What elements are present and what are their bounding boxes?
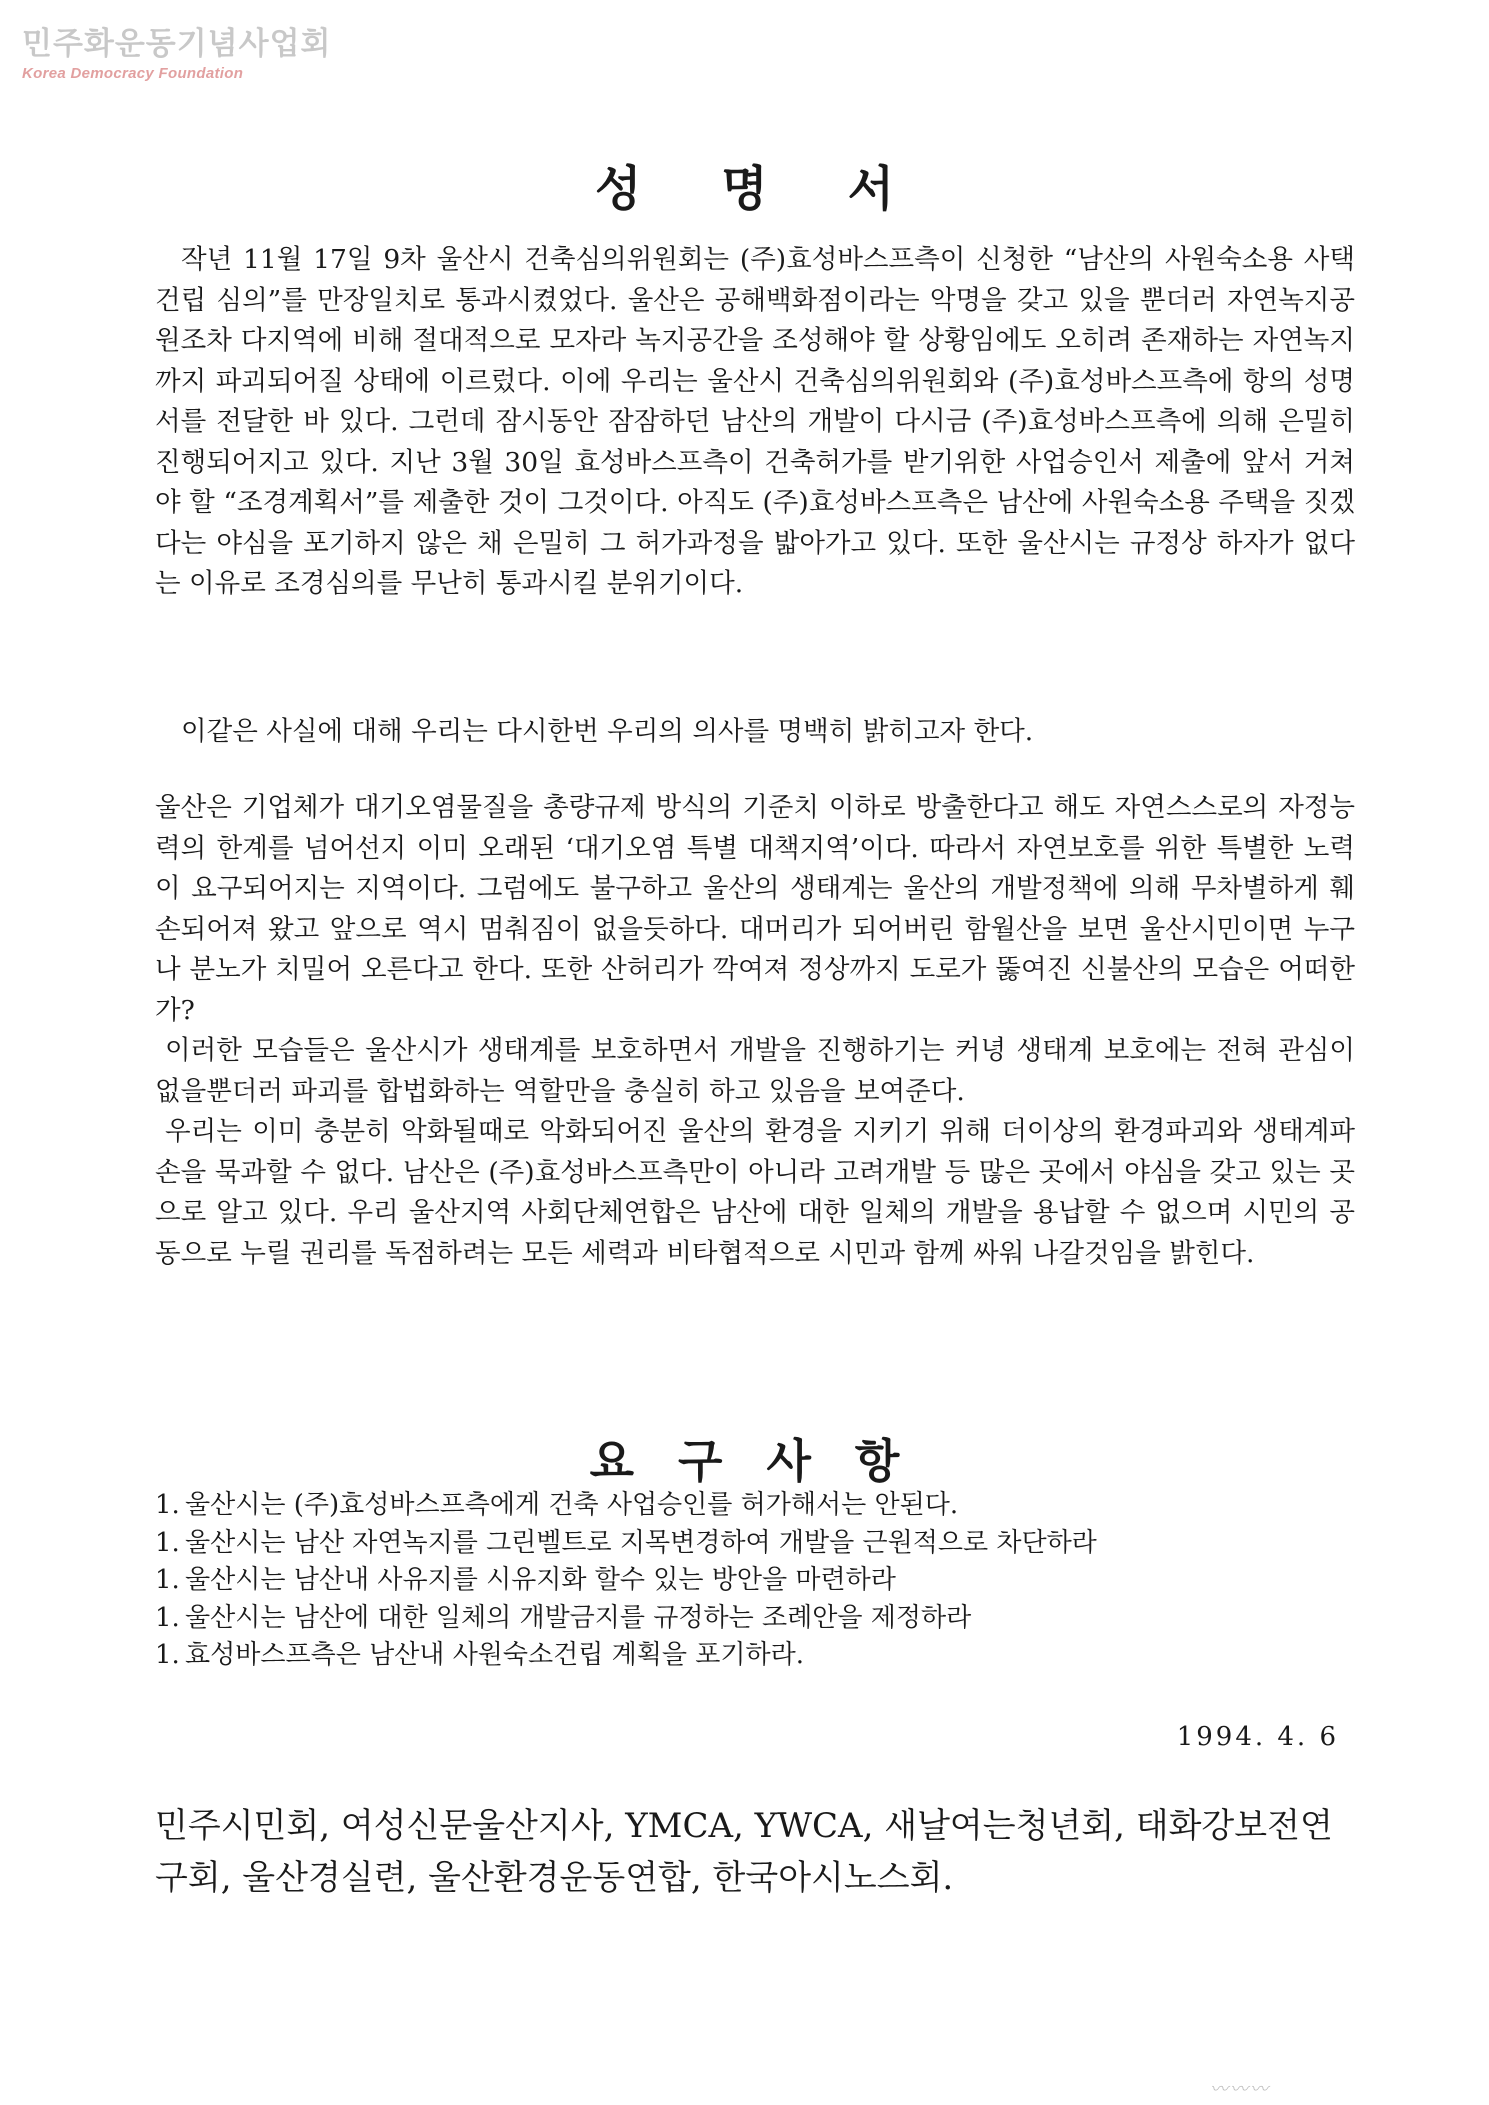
document-title: 성명서 [594, 161, 975, 217]
demand-number: 1. [155, 1602, 180, 1633]
argument-paragraph-block [155, 788, 1355, 1274]
paragraph-pollution: 울산은 기업체가 대기오염물질을 총량규제 방식의 기준치 이하로 방출한다고 해도 자연스스로의 자정능력의 한계를 넘어선지 이미 오래된 ‘대기오염 특별 대책지역’이다. 따라서 자연보호를 위한 특별한 노력이 요구되어지는 지역이다. 그럼에도 불구하고 울산의 생태계는 울산의 개발정책에 의해 무차별하게 훼손되어져 왔고 앞으로 역시 멈춰짐이 없을듯하다. 대머리가 되어버린 함월산을 보면 울산시민이면 누구나 분노가 치밀어 오른다고 한다. 또한 산허리가 깍여져 정상까지 도로가 뚫여진 신불산의 모습은 어떠한가? [155, 792, 1355, 1026]
demand-number: 1. [155, 1490, 180, 1520]
intro-paragraph-block [155, 240, 1355, 605]
demand-text: 효성바스프측은 남산내 사원숙소건립 계획을 포기하라. [185, 1640, 804, 1670]
demand-number: 1. [155, 1640, 180, 1670]
foundation-watermark [22, 18, 331, 82]
demand-text: 울산시는 (주)효성바스프측에게 건축 사업승인를 허가해서는 안된다. [185, 1490, 959, 1520]
demands-list [155, 1487, 1355, 1675]
paragraph-statement: 이같은 사실에 대해 우리는 다시한번 우리의 의사를 명백히 밝히고자 한다. [181, 716, 1034, 747]
document-date: 1994. 4. 6 [1176, 1722, 1339, 1752]
handwritten-mark: 〰〰〰 [1210, 2079, 1270, 2100]
watermark-korean: 민주화운동기념사업회 [22, 26, 332, 62]
demands-title: 요구사항 [589, 1434, 944, 1488]
demand-item [155, 1525, 1355, 1563]
demand-item [155, 1487, 1355, 1525]
demand-text: 울산시는 남산에 대한 일체의 개발금지를 규정하는 조례안을 제정하라 [185, 1602, 972, 1633]
watermark-english: Korea Democracy Foundation [22, 65, 244, 82]
paragraph-resolution: 우리는 이미 충분히 악화될때로 악화되어진 울산의 환경을 지키기 위해 더이상의 환경파괴와 생태계파손을 묵과할 수 없다. 남산은 (주)효성바스프측만이 아니라 고려개발 등 많은 곳에서 야심을 갖고 있는 곳으로 알고 있다. 우리 울산지역 사회단체연합은 남산에 대한 일체의 개발을 용납할 수 없으며 시민의 공동으로 누릴 권리를 독점하려는 모든 세력과 비타협적으로 시민과 함께 싸워 나갈것임을 밝힌다. [155, 1116, 1355, 1269]
demand-item [155, 1637, 1355, 1675]
signatory-organizations: 민주시민회, 여성신문울산지사, YMCA, YWCA, 새날여는청년회, 태화강보전연구회, 울산경실련, 울산환경운동연합, 한국아시노스회. [155, 1806, 1333, 1898]
demand-text: 울산시는 남산내 사유지를 시유지화 할수 있는 방안을 마련하라 [185, 1565, 896, 1595]
paragraph-ecosystem: 이러한 모습들은 울산시가 생태계를 보호하면서 개발을 진행하기는 커녕 생태계 보호에는 전혀 관심이 없을뿐더러 파괴를 합법화하는 역할만을 충실히 하고 있음을 보여준다. [155, 1035, 1355, 1107]
paragraph-intro: 작년 11월 17일 9차 울산시 건축심의위원회는 (주)효성바스프측이 신청한 “남산의 사원숙소용 사택건립 심의”를 만장일치로 통과시켰었다. 울산은 공해백화점이라는 악명을 갖고 있을 뿐더러 자연녹지공원조차 다지역에 비해 절대적으로 모자라 녹지공간을 조성해야 할 상황임에도 오히려 존재하는 자연녹지까지 파괴되어질 상태에 이르렀다. 이에 우리는 울산시 건축심의위원회와 (주)효성바스프측에 항의 성명서를 전달한 바 있다. 그런데 잠시동안 잠잠하던 남산의 개발이 다시금 (주)효성바스프측에 의해 은밀히 진행되어지고 있다. 지난 3월 30일 효성바스프측이 건축허가를 받기위한 사업승인서 제출에 앞서 거쳐야 할 “조경계획서”를 제출한 것이 그것이다. 아직도 (주)효성바스프측은 남산에 사원숙소용 주택을 짓겠다는 야심을 포기하지 않은 채 은밀히 그 허가과정을 밟아가고 있다. 또한 울산시는 규정상 하자가 없다는 이유로 조경심의를 무난히 통과시킬 분위기이다. [155, 244, 1355, 599]
demand-text: 울산시는 남산 자연녹지를 그린벨트로 지목변경하여 개발을 근원적으로 차단하라 [185, 1527, 1097, 1558]
demand-number: 1. [155, 1565, 180, 1595]
statement-paragraph-block [155, 712, 1355, 753]
demand-number: 1. [155, 1527, 180, 1558]
demand-item [155, 1600, 1355, 1638]
demand-item [155, 1562, 1355, 1600]
